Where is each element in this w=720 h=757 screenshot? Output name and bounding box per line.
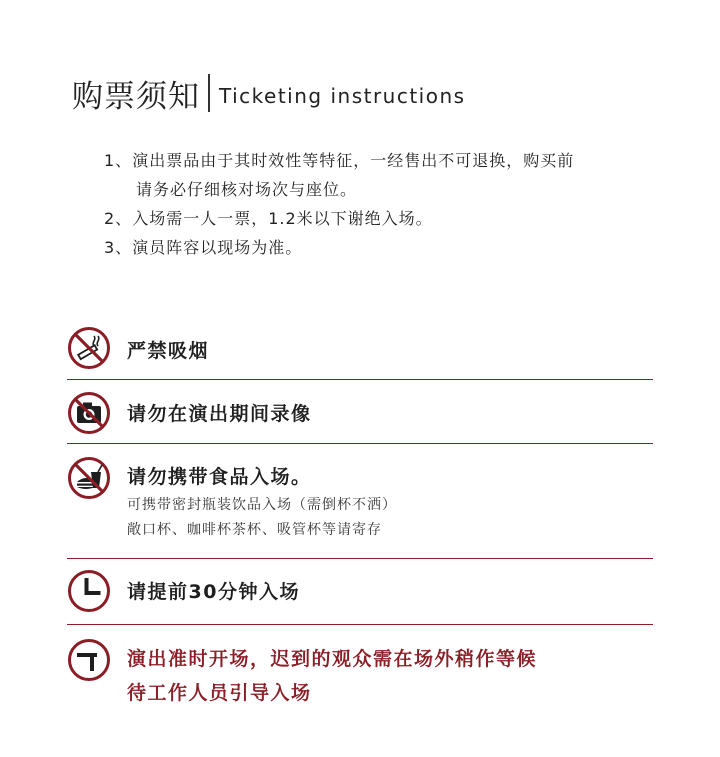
page-title: 购票须知: [72, 78, 200, 115]
title-divider: [208, 74, 210, 112]
rule-text: 入场需一人一票，1.2米以下谢绝入场。: [132, 209, 433, 228]
notice-title: 演出准时开场，迟到的观众需在场外稍作等候: [127, 648, 538, 670]
notice-detail: 敞口杯、咖啡杯茶杯、吸管杯等请寄存: [127, 522, 382, 538]
page-subtitle: Ticketing instructions: [219, 84, 466, 108]
rules-list: [104, 146, 674, 262]
notice-title: 请勿在演出期间录像: [127, 403, 312, 425]
notice-title: 请勿携带食品入场。: [127, 466, 312, 488]
clock-start-icon: [67, 638, 111, 682]
notice-arrive-early: [67, 559, 653, 625]
notice-title: 严禁吸烟: [127, 340, 210, 362]
rule-text: 演员阵容以现场为准。: [132, 238, 303, 257]
rule-text: 演出票品由于其时效性等特征，一经售出不可退换，购买前: [132, 151, 575, 170]
notice-list: [67, 318, 653, 715]
rule-number: 2、: [104, 209, 133, 228]
notice-title-continued: 待工作人员引导入场: [127, 682, 312, 704]
notice-on-time: [67, 625, 653, 715]
rule-number: 3、: [104, 238, 133, 257]
notice-title: 请提前30分钟入场: [127, 581, 300, 603]
notice-no-smoking: [67, 318, 653, 380]
rule-item-3: [104, 233, 674, 262]
rule-text-continued: 请务必仔细核对场次与座位。: [136, 180, 358, 199]
no-food-icon: [67, 456, 111, 500]
rule-item-2: [104, 204, 674, 233]
notice-detail: 可携带密封瓶装饮品入场（需倒杯不洒）: [127, 497, 397, 513]
notice-no-recording: [67, 380, 653, 444]
no-smoking-icon: [67, 326, 111, 370]
rule-item-1: [104, 146, 674, 204]
rule-number: 1、: [104, 151, 133, 170]
no-camera-icon: [67, 391, 111, 435]
clock-icon: [67, 569, 111, 613]
page-header: [72, 72, 466, 114]
notice-no-food: [67, 444, 653, 559]
